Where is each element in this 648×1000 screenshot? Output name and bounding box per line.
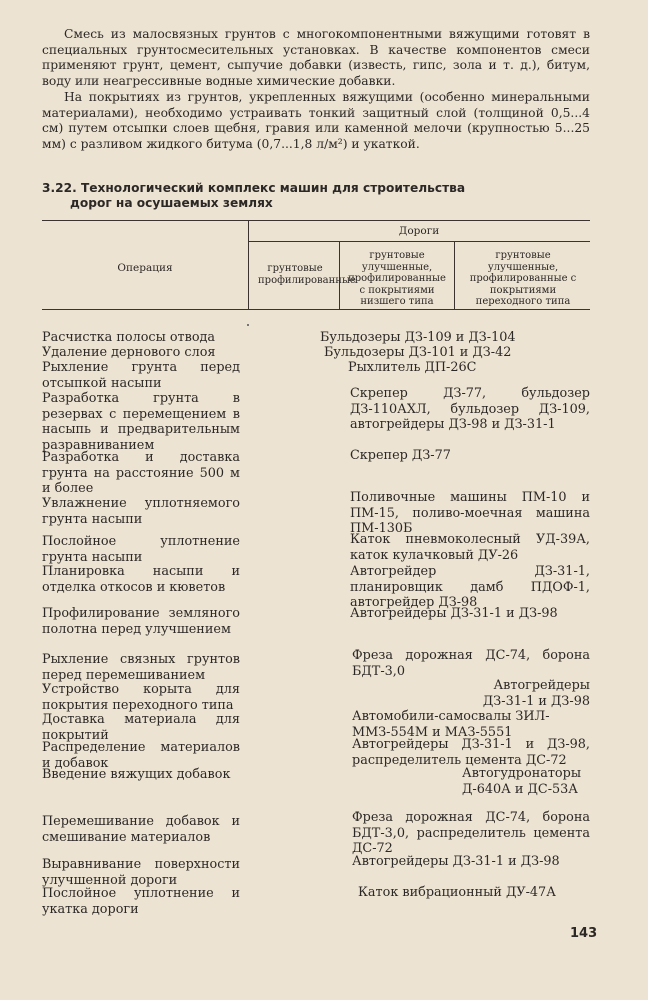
header-col3: грунтовые улучшенные, профилированные с покрытиями переходного типа [469,250,577,307]
table-row-operation: Расчистка полосы отвода [42,330,216,345]
table-row-machines: Автогрейдеры ДЗ-31-1 и ДЗ-98 [350,606,558,621]
header-col2: грунтовые улучшенные, профилированные с покрытиями низшего типа [348,250,446,307]
section-heading-line1: 3.22. Технологический комплекс машин для строительства [42,181,466,195]
table-row-operation: Разработка грунта в резервах с перемещением в насыпь и предварительным разравниванием [42,391,240,453]
intro-paragraph-2: На покрытиях из грунтов, укрепленных вяжущими (особенно минеральными материалами), необходимо устраивать тонкий защитный слой (толщиной 0,5...4 см) путем отсыпки слоев щебня, гравия или каменной мелочи (крупностью 5...25 мм) с разливом жидкого битума (0,7...1,8 л/м²) и укаткой. [42,90,590,151]
table-top-rule [42,220,590,221]
section-heading [42,181,542,211]
header-col1: грунтовые профилированные [258,263,356,286]
header-roads: Дороги [398,225,440,237]
table-row-machines: Скрепер ДЗ-77, бульдозер ДЗ-110АХЛ, бульдозер ДЗ-109, автогрейдеры ДЗ-98 и ДЗ-31-1 [350,386,590,432]
table-row-operation: Планировка насыпи и отделка откосов и кюветов [42,564,240,595]
table-row-operation: Перемешивание добавок и смешивание материалов [42,814,240,845]
header-operation: Операция [117,262,173,274]
table-row-machines: Бульдозеры ДЗ-101 и ДЗ-42 [324,345,512,360]
table-row-operation: Увлажнение уплотняемого грунта насыпи [42,496,240,527]
table-row-operation: Послойное уплотнение грунта насыпи [42,534,240,565]
table-row-machines: Фреза дорожная ДС-74, борона БДТ-3,0 [352,648,590,679]
table-row-operation: Разработка и доставка грунта на расстояние 500 м и более [42,450,240,496]
table-row-operation: Послойное уплотнение и укатка дороги [42,886,240,917]
intro-paragraph-1: Смесь из малосвязных грунтов с многокомпонентными вяжущими готовят в специальных грунтосмесительных установках. В качестве компонентов смеси применяют грунт, цемент, сыпучие добавки (известь, гипс, зола и т. д.), битум, воду или неагрессивные водные химические добавки. [42,27,590,88]
table-row-operation: Удаление дернового слоя [42,345,216,360]
table-row-machines: Автогрейдеры ДЗ-31-1 и ДЗ-98 [482,678,590,709]
table-row-machines: Автогрейдеры ДЗ-31-1 и ДЗ-98, распределитель цемента ДС-72 [352,737,590,768]
page-number: 143 [570,926,598,941]
table-row-machines: Автогрейдеры ДЗ-31-1 и ДЗ-98 [352,854,560,869]
section-heading-line2: дорог на осушаемых землях [70,196,273,210]
print-speck [247,324,249,326]
table-row-machines: Фреза дорожная ДС-74, борона БДТ-3,0, распределитель цемента ДС-72 [352,810,590,856]
table-row-machines: Бульдозеры ДЗ-109 и ДЗ-104 [320,330,516,345]
table-row-operation: Рыхление связных грунтов перед перемешиванием [42,652,240,683]
table-row-operation: Выравнивание поверхности улучшенной дороги [42,857,240,888]
table-row-machines: Автомобили-самосвалы ЗИЛ-ММЗ-554М и МАЗ-5551 [352,709,550,740]
table-row-machines: Поливочные машины ПМ-10 и ПМ-15, поливо-моечная машина ПМ-130Б [350,490,590,536]
table-row-operation: Распределение материалов и добавок [42,740,240,771]
table-divider-3 [454,241,455,309]
table-row-machines: Автогудронаторы Д-640А и ДС-53А [462,766,582,797]
table-row-machines: Рыхлитель ДП-26С [348,360,477,375]
table-row-machines: Каток пневмоколесный УД-39А, каток кулачковый ДУ-26 [350,532,590,563]
table-mid-rule [248,241,590,242]
table-row-operation: Рыхление грунта перед отсыпкой насыпи [42,360,240,391]
table-bottom-rule [42,309,590,310]
table-row-operation: Введение вяжущих добавок [42,767,231,782]
table-row-machines: Каток вибрационный ДУ-47А [358,885,556,900]
table-row-operation: Устройство корыта для покрытия переходного типа [42,682,240,713]
table-row-operation: Доставка материала для покрытий [42,712,240,743]
table-row-machines: Скрепер ДЗ-77 [350,448,451,463]
table-row-machines: Автогрейдер ДЗ-31-1, планировщик дамб ПДОФ-1, автогрейдер ДЗ-98 [350,564,590,610]
table-row-operation: Профилирование земляного полотна перед улучшением [42,606,240,637]
